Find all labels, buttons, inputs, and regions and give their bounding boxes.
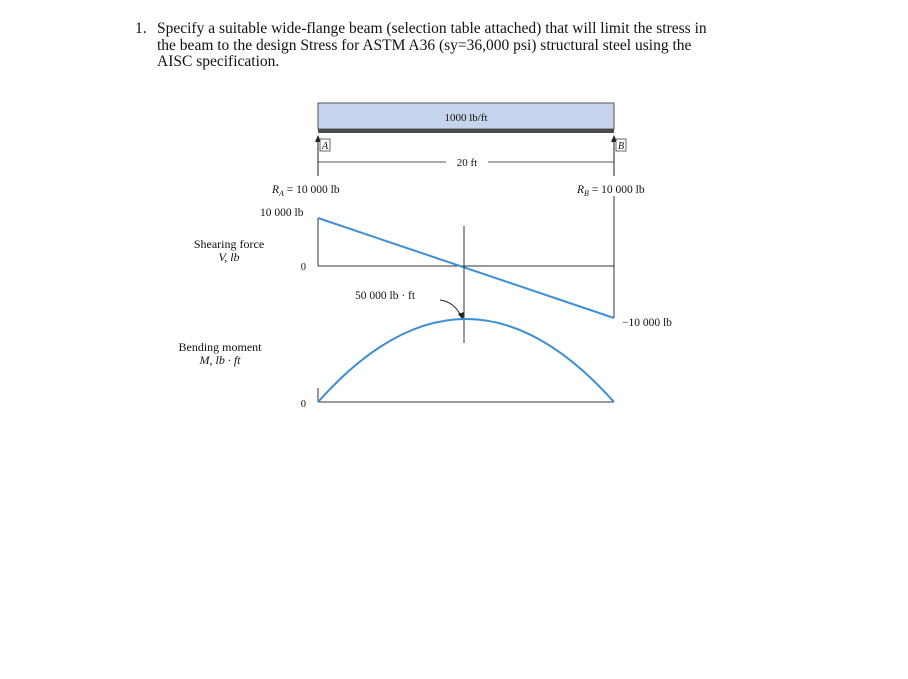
problem-line-1: Specify a suitable wide-flange beam (selection table attached) that will limit the stress in xyxy=(157,20,707,37)
shear-line xyxy=(318,218,614,318)
problem-line-3: AISC specification. xyxy=(157,53,280,70)
span-label: 20 ft xyxy=(456,157,478,169)
moment-title-line-2: M, lb · ft xyxy=(199,353,241,367)
moment-curve xyxy=(318,319,614,402)
problem-line-2: the beam to the design Stress for ASTM A36 (sy=36,000 psi) structural steel using the xyxy=(157,36,692,54)
reaction-a-label: $R_A = 10$ 000 lb xyxy=(272,184,340,198)
shear-title-line-1: Shearing force xyxy=(193,237,265,251)
moment-pointer-arrow xyxy=(440,300,464,320)
shear-title-line-2: V, lb xyxy=(218,250,240,264)
shear-min-label: −10 000 lb xyxy=(622,317,672,329)
moment-axes xyxy=(318,388,614,402)
support-a-label: A xyxy=(321,141,329,152)
reaction-b-label: $R_B = 10$ 000 lb xyxy=(577,184,645,198)
moment-zero-label: 0 xyxy=(300,399,306,410)
load-label: 1000 lb/ft xyxy=(444,112,488,124)
support-b-label: B xyxy=(617,141,625,152)
problem-number: 1. xyxy=(135,20,147,37)
shear-max-label: 10 000 lb xyxy=(260,207,304,219)
moment-title-line-1: Bending moment xyxy=(178,340,262,354)
moment-max-label: 50 000 lb · ft xyxy=(355,290,416,302)
beam xyxy=(318,129,614,133)
shear-zero-label: 0 xyxy=(300,262,306,273)
